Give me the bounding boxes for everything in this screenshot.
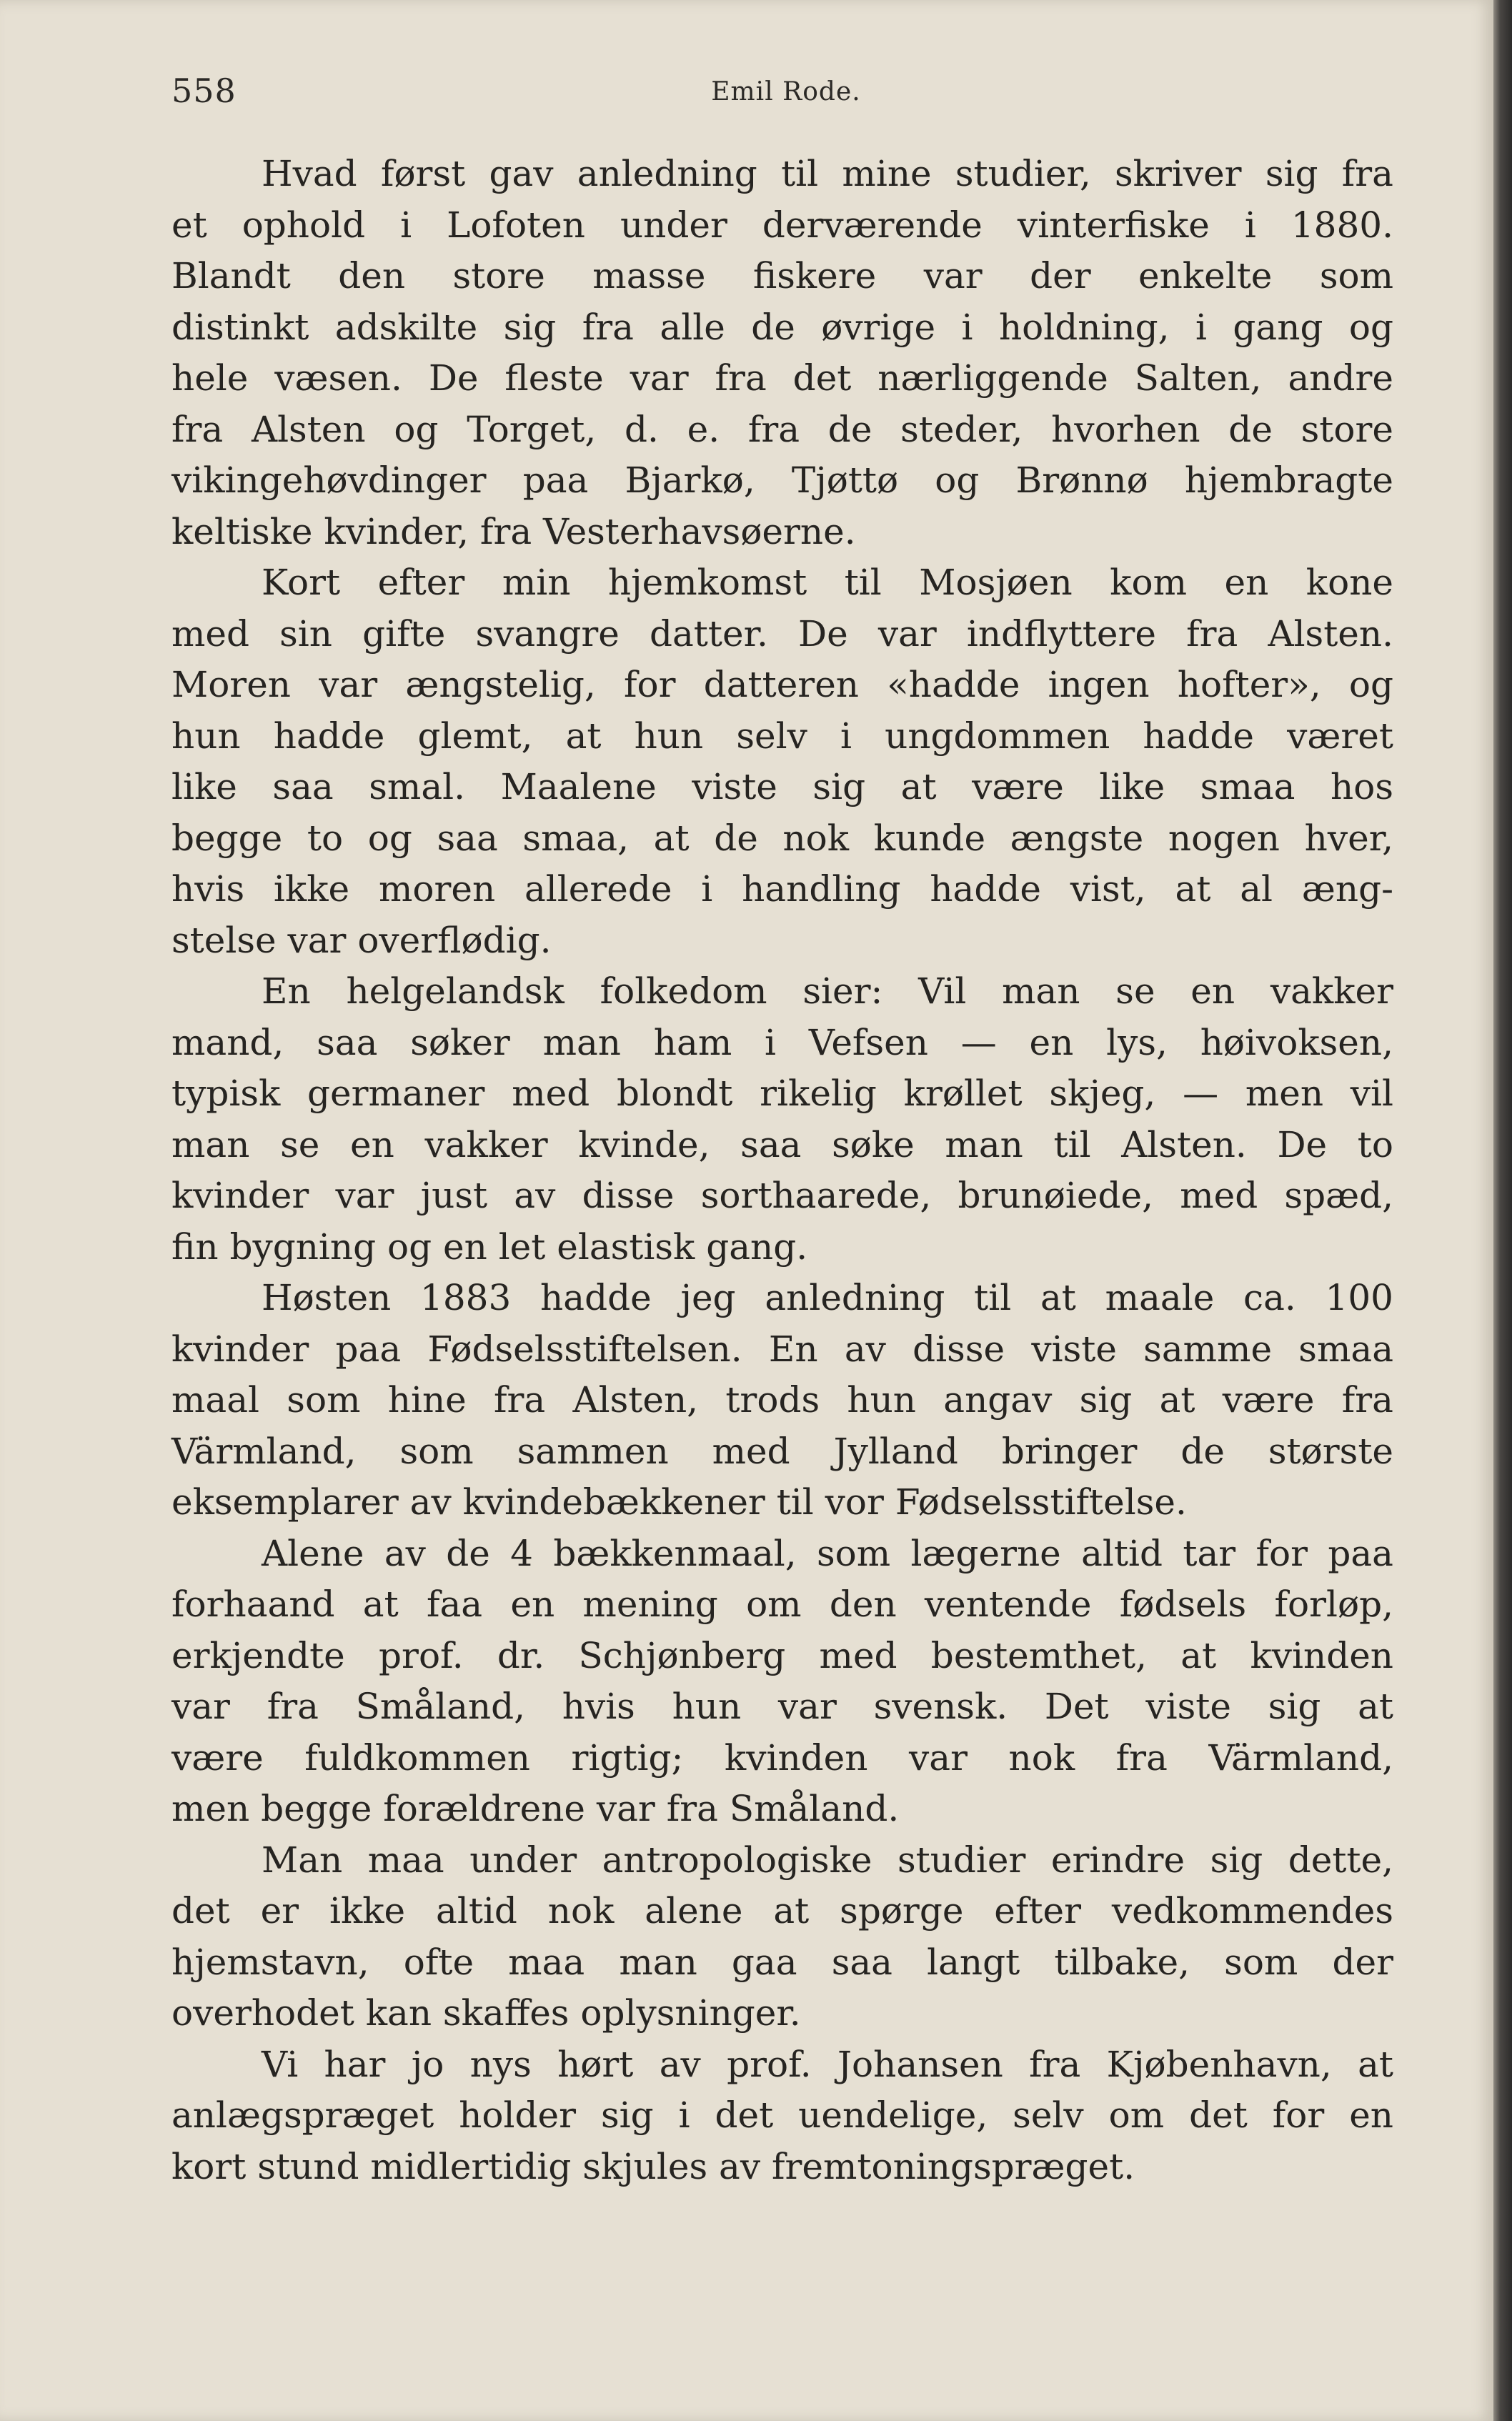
- running-head: Emil Rode.: [711, 77, 861, 106]
- text-line: maal som hine fra Alsten, trods hun angav sig at være fra: [171, 1379, 1393, 1421]
- text-line: med sin gifte svangre datter. De var indflyttere fra Alsten.: [171, 612, 1393, 655]
- text-line: var fra Småland, hvis hun var svensk. Det viste sig at: [171, 1686, 1393, 1727]
- text-line: kvinder var just av disse sorthaarede, brunøiede, med spæd,: [171, 1175, 1393, 1216]
- text-line: men begge forældrene var fra Småland.: [171, 1788, 900, 1829]
- page-edge-shadow: [1493, 0, 1512, 2421]
- text-line: keltiske kvinder, fra Vesterhavsøerne.: [171, 510, 856, 552]
- page-header: [171, 71, 1401, 114]
- text-line: kvinder paa Fødselsstiftelsen. En av disse viste samme smaa: [171, 1328, 1393, 1370]
- text-line: typisk germaner med blondt rikelig krøllet skjeg, — men vil: [171, 1073, 1393, 1114]
- text-line: Värmland, som sammen med Jylland bringer de største: [171, 1430, 1393, 1472]
- text-line: Blandt den store masse fiskere var der enkelte som: [171, 255, 1393, 297]
- text-line: et ophold i Lofoten under derværende vinterfiske i 1880.: [171, 204, 1393, 246]
- text-line: eksemplarer av kvindebækkener til vor Fødselsstiftelse.: [171, 1481, 1187, 1523]
- text-line: Man maa under antropologiske studier erindre sig dette,: [262, 1839, 1393, 1881]
- text-line: hun hadde glemt, at hun selv i ungdommen hadde været: [171, 715, 1393, 757]
- text-line: kort stund midlertidig skjules av fremtoningspræget.: [171, 2145, 1135, 2187]
- paragraph: [171, 557, 1393, 966]
- text-line: vikingehøvdinger paa Bjarkø, Tjøttø og Brønnø hjembragte: [171, 459, 1393, 501]
- text-line: Vi har jo nys hørt av prof. Johansen fra Kjøbenhavn, at: [262, 2043, 1393, 2085]
- paragraph: [171, 1528, 1393, 1835]
- text-line: forhaand at faa en mening om den ventende fødsels forløp,: [171, 1584, 1393, 1625]
- text-line: like saa smal. Maalene viste sig at være like smaa hos: [171, 766, 1393, 807]
- text-line: hjemstavn, ofte maa man gaa saa langt tilbake, som der: [171, 1941, 1393, 1983]
- text-line: mand, saa søker man ham i Vefsen — en lys, høivoksen,: [171, 1021, 1393, 1063]
- text-line: hvis ikke moren allerede i handling hadde vist, at al æng-: [171, 868, 1393, 910]
- text-line: En helgelandsk folkedom sier: Vil man se en vakker: [262, 970, 1393, 1012]
- text-line: Hvad først gav anledning til mine studier, skriver sig fra: [262, 153, 1393, 194]
- paragraph: [171, 1835, 1393, 2039]
- paragraph: [171, 2039, 1393, 2193]
- text-line: Kort efter min hjemkomst til Mosjøen kom en kone: [262, 562, 1393, 603]
- text-line: man se en vakker kvinde, saa søke man til Alsten. De to: [171, 1123, 1393, 1165]
- text-line: Alene av de 4 bækkenmaal, som lægerne altid tar for paa: [262, 1532, 1393, 1574]
- text-line: hele væsen. De fleste var fra det nærliggende Salten, andre: [171, 357, 1393, 399]
- text-line: begge to og saa smaa, at de nok kunde ængste nogen hver,: [171, 817, 1393, 859]
- text-line: stelse var overflødig.: [171, 919, 552, 961]
- page-number: 558: [171, 71, 237, 110]
- text-line: overhodet kan skaffes oplysninger.: [171, 1992, 801, 2034]
- text-line: fra Alsten og Torget, d. e. fra de steder, hvorhen de store: [171, 408, 1393, 450]
- text-line: anlægspræget holder sig i det uendelige, selv om det for en: [171, 2094, 1393, 2136]
- paragraph: [171, 966, 1393, 1273]
- text-line: fin bygning og en let elastisk gang.: [171, 1226, 808, 1268]
- text-line: erkjendte prof. dr. Schjønberg med bestemthet, at kvinden: [171, 1634, 1393, 1676]
- paragraph: [171, 1273, 1393, 1528]
- text-line: være fuldkommen rigtig; kvinden var nok fra Värmland,: [171, 1736, 1393, 1779]
- text-line: Høsten 1883 hadde jeg anledning til at maale ca. 100: [262, 1277, 1393, 1318]
- text-line: Moren var ængstelig, for datteren «hadde ingen hofter», og: [171, 664, 1393, 705]
- text-line: det er ikke altid nok alene at spørge efter vedkommendes: [171, 1890, 1393, 1932]
- paragraph: [171, 149, 1393, 557]
- text-line: distinkt adskilte sig fra alle de øvrige i holdning, i gang og: [171, 306, 1393, 348]
- body-text: [171, 149, 1393, 2192]
